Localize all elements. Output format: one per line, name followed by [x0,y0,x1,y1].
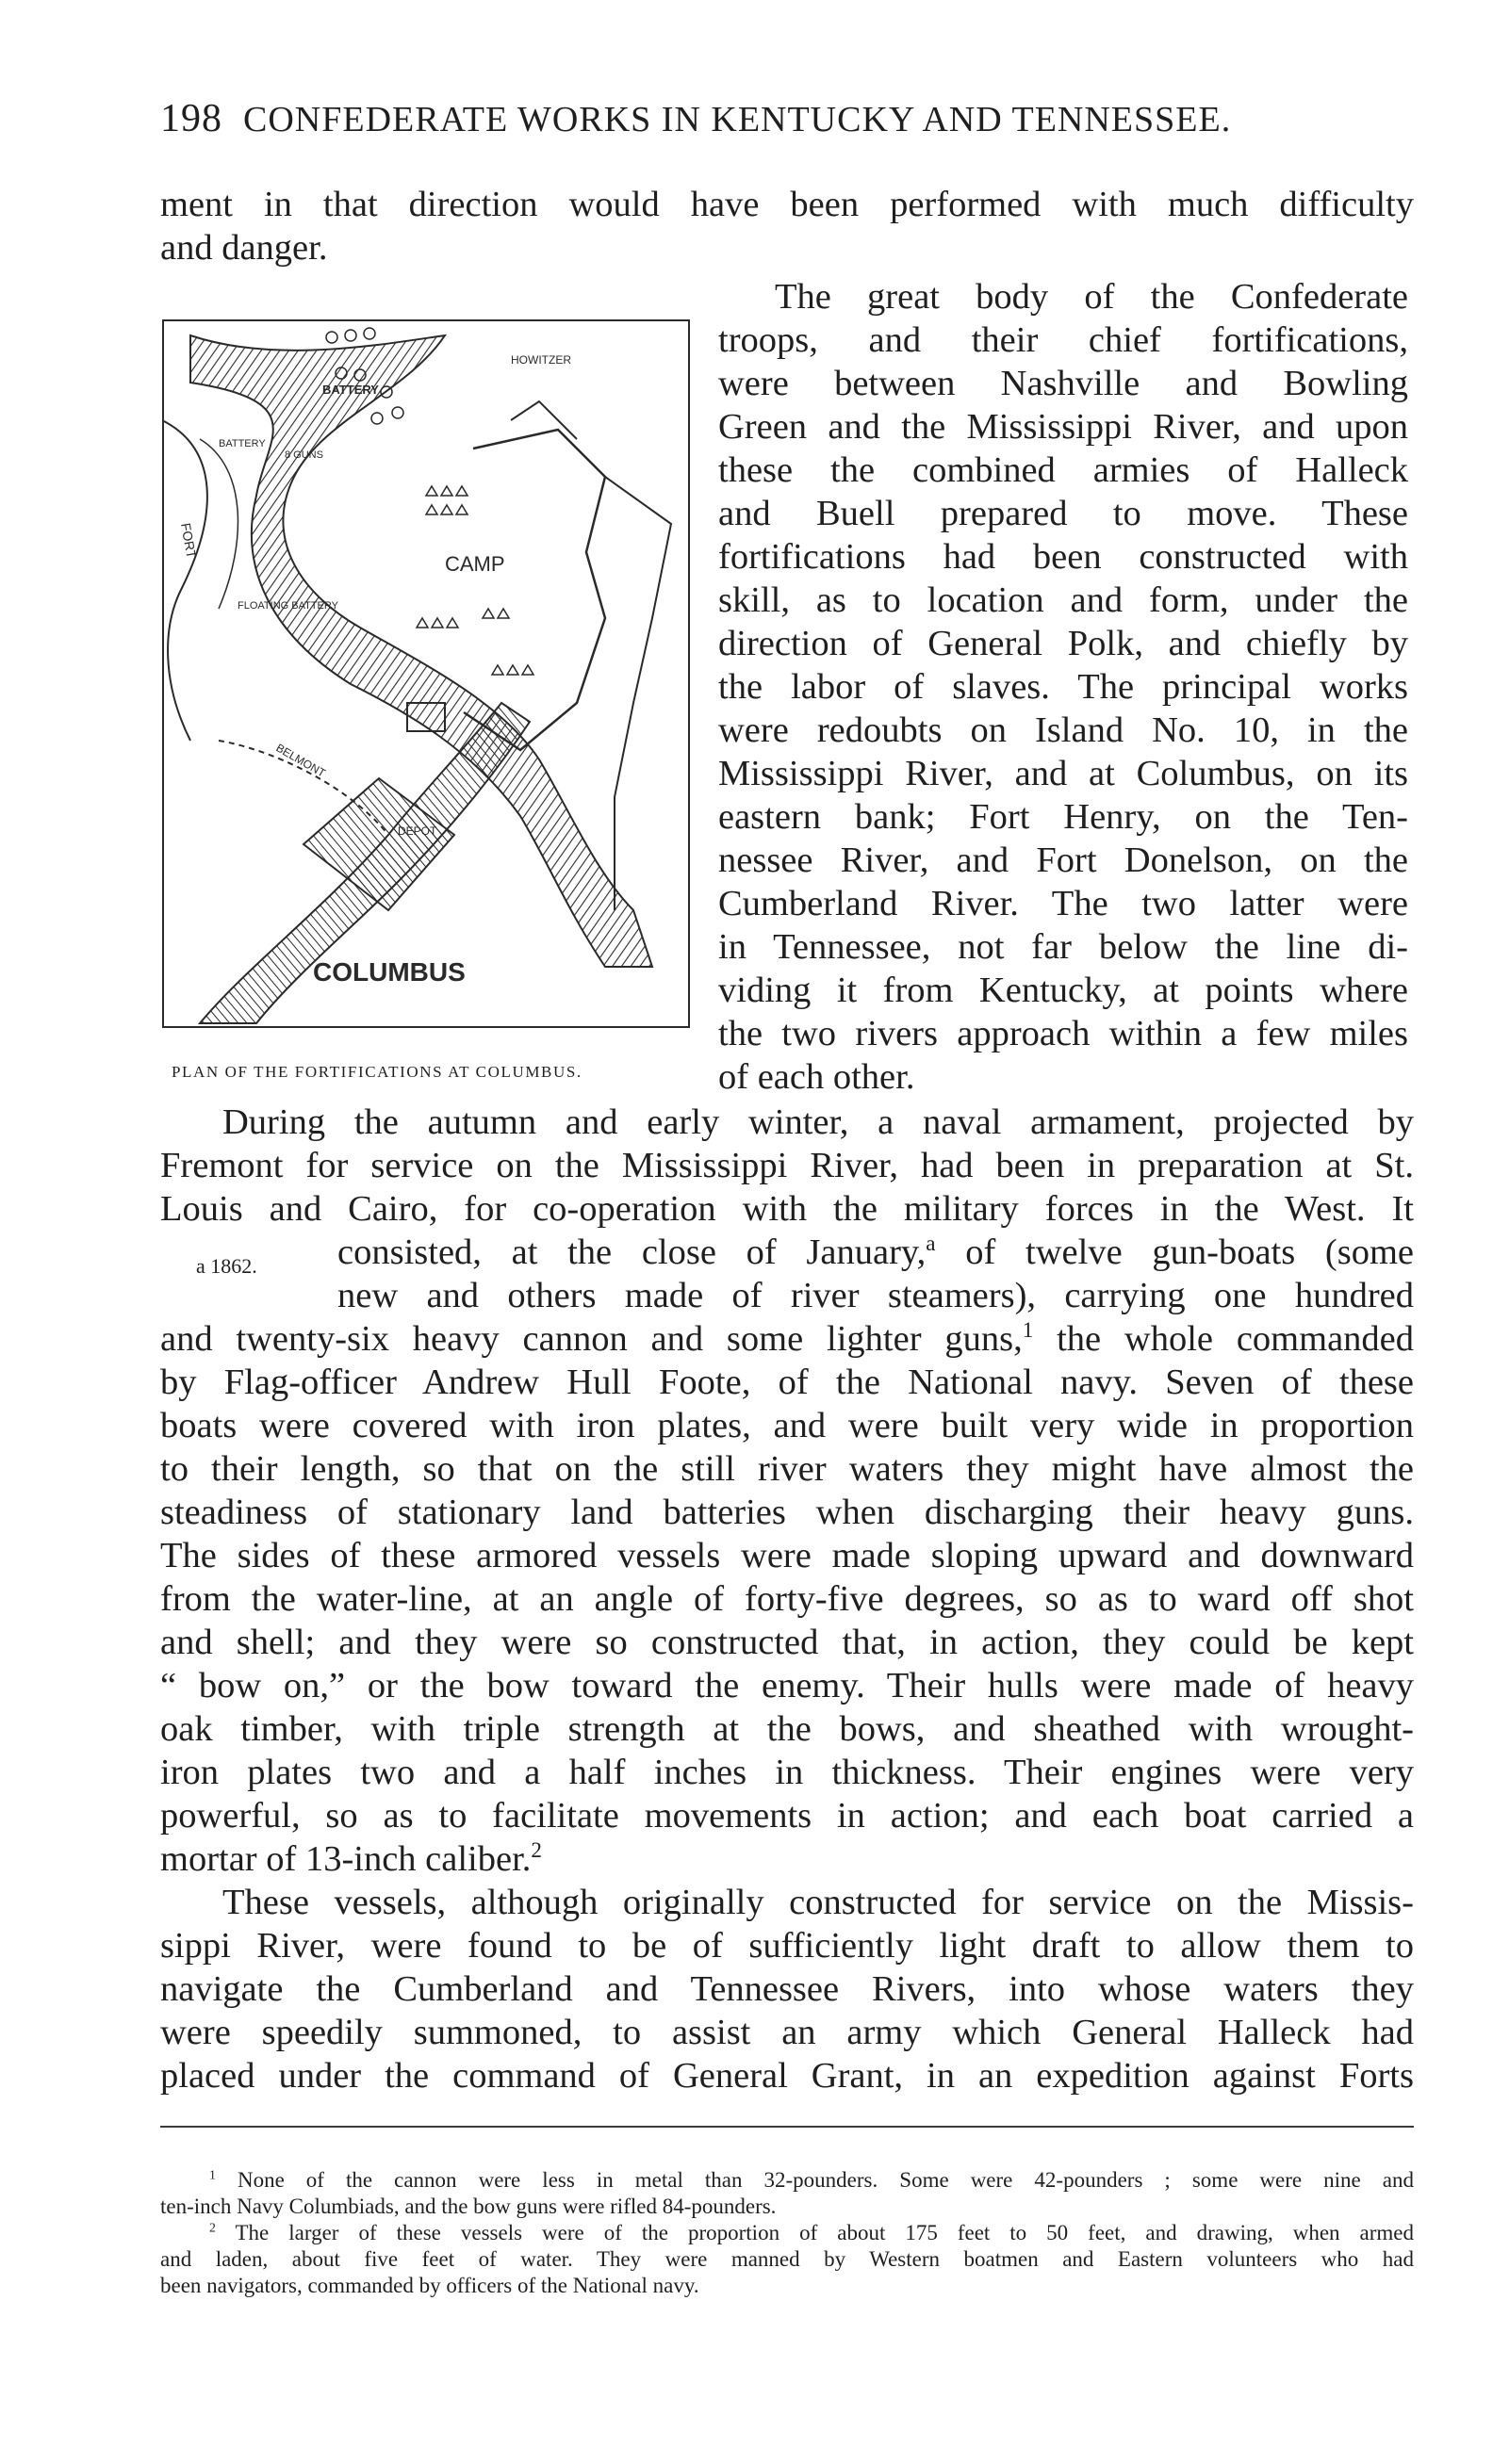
footnote-1-line-2: ten-inch Navy Columbiads, and the bow guns were rifled 84-pounders. [160,2195,777,2218]
right-col-line-3: were between Nashville and Bowling [718,364,1408,403]
footnote-ref-2: 2 [531,1837,542,1863]
body-line-13: and shell; and they were so constructed that, in action, they could be kept [160,1623,1414,1662]
right-col-line-11: were redoubts on Island No. 10, in the [718,710,1408,750]
right-col-line-12: Mississippi River, and at Columbus, on its [718,754,1408,793]
map-label-belmont: BELMONT [273,741,328,780]
right-col-line-14: nessee River, and Fort Donelson, on the [718,840,1408,880]
right-col-line-15: Cumberland River. The two latter were [718,884,1408,923]
footnote-divider [160,2126,1414,2128]
body-line-7: by Flag-officer Andrew Hull Foote, of the National navy. Seven of these [160,1363,1414,1402]
right-col-line-7: fortifications had been constructed with [718,537,1408,577]
footnote-1-mark: 1 [209,2167,216,2182]
body-line-1: During the autumn and early winter, a naval armament, projected by [222,1102,1414,1142]
body-line-18-part-1: mortar of 13-inch caliber. [160,1839,532,1879]
top-line-2: and danger. [160,228,328,268]
body-line-4 [337,1231,1414,1274]
body-line-23: placed under the command of General Grant, in an expedition against Forts [160,2056,1414,2096]
body-line-20: sippi River, were found to be of sufficiently light draft to allow them to [160,1926,1414,1966]
body-line-15: oak timber, with triple strength at the bows, and sheathed with wrought- [160,1709,1414,1749]
body-line-4-part-1: consisted, at the close of January, [337,1232,927,1272]
right-col-line-1: The great body of the Confederate [775,277,1408,317]
body-line-22: were speedily summoned, to assist an army which General Halleck had [160,2013,1414,2052]
body-line-16: iron plates two and a half inches in thickness. Their engines were very [160,1753,1414,1792]
body-line-18 [160,1837,1414,1881]
fort-outline [464,430,605,750]
footnote-2-line-1 [160,2220,1414,2246]
camp-tents [417,486,533,675]
map-label-water-battery: BATTERY [219,438,266,449]
body-line-9: to their length, so that on the still river waters they might have almost the [160,1449,1414,1489]
right-col-line-5: these the combined armies of Halleck [718,450,1408,490]
right-col-line-16: in Tennessee, not far below the line di- [718,927,1408,967]
footnote-1-line-1 [160,2167,1414,2194]
map-label-guns: 8 GUNS [285,449,323,461]
top-line-1: ment in that direction would have been performed with much difficulty [160,185,1414,224]
footnote-2-text-1: The larger of these vessels were of the proportion of about 175 feet to 50 feet, and drawing, when armed [235,2221,1414,2244]
body-line-5: new and others made of river steamers), carrying one hundred [337,1276,1414,1315]
footnote-ref-a: a [926,1231,936,1256]
map-label-depot: DEPOT [398,824,437,838]
body-line-6-part-1: and twenty-six heavy cannon and some lighter guns, [160,1319,1023,1359]
map-caption: PLAN OF THE FORTIFICATIONS AT COLUMBUS. [172,1063,582,1081]
columbus-fortifications-map [162,307,690,1029]
body-line-10: steadiness of stationary land batteries when discharging their heavy guns. [160,1493,1414,1532]
footnote-2-mark: 2 [209,2220,216,2235]
date-sidenote: a 1862. [196,1254,257,1278]
map-label-camp: CAMP [445,552,505,576]
map-label-floating-battery: FLOATING BATTERY [238,600,338,612]
right-col-line-10: the labor of slaves. The principal works [718,667,1408,707]
body-line-21: navigate the Cumberland and Tennessee Rivers, into whose waters they [160,1969,1414,2009]
map-label-howitzer: HOWITZER [511,353,571,367]
body-line-8: boats were covered with iron plates, and were built very wide in proportion [160,1406,1414,1445]
right-col-line-19: of each other. [718,1057,915,1097]
right-col-line-9: direction of General Polk, and chiefly by [718,624,1408,663]
right-col-line-2: troops, and their chief fortifications, [718,320,1408,360]
body-line-12: from the water-line, at an angle of forty-five degrees, so as to ward off shot [160,1579,1414,1619]
body-line-14: “ bow on,” or the bow toward the enemy. Their hulls were made of heavy [160,1666,1414,1705]
map-label-fort: FORT [178,521,200,560]
running-header [160,96,1301,141]
body-line-19: These vessels, although originally constructed for service on the Missis- [222,1883,1414,1922]
map-label-battery: BATTERY [322,383,379,397]
right-col-line-4: Green and the Mississippi River, and upon [718,407,1408,447]
body-line-17: powerful, so as to facilitate movements in action; and each boat carried a [160,1796,1414,1836]
right-col-line-13: eastern bank; Fort Henry, on the Ten- [718,797,1408,837]
footnote-2-line-2: and laden, about five feet of water. They were manned by Western boatmen and Eastern volunteers who had [160,2247,1414,2271]
map-label-columbus: COLUMBUS [313,957,466,987]
body-line-4-part-2: of twelve gun-boats (some [935,1232,1415,1272]
footnote-2-line-3: been navigators, commanded by officers of the National navy. [160,2274,699,2297]
right-col-line-8: skill, as to location and form, under the [718,580,1408,620]
body-line-11: The sides of these armored vessels were made sloping upward and downward [160,1536,1414,1575]
footnote-ref-1: 1 [1022,1317,1034,1343]
running-title: CONFEDERATE WORKS IN KENTUCKY AND TENNESSEE. [243,100,1232,139]
footnote-1-text-1: None of the cannon were less in metal than 32-pounders. Some were 42-pounders ; some were nine and [237,2168,1414,2192]
body-line-6-part-2: the whole commanded [1033,1319,1415,1359]
page-number: 198 [160,97,222,140]
body-line-6 [160,1317,1414,1361]
right-col-line-6: and Buell prepared to move. These [718,494,1408,533]
body-line-2: Fremont for service on the Mississippi River, had been in preparation at St. [160,1146,1414,1185]
right-col-line-17: viding it from Kentucky, at points where [718,971,1408,1010]
right-col-line-18: the two rivers approach within a few miles [718,1014,1408,1053]
body-line-3: Louis and Cairo, for co-operation with the military forces in the West. It [160,1189,1414,1229]
